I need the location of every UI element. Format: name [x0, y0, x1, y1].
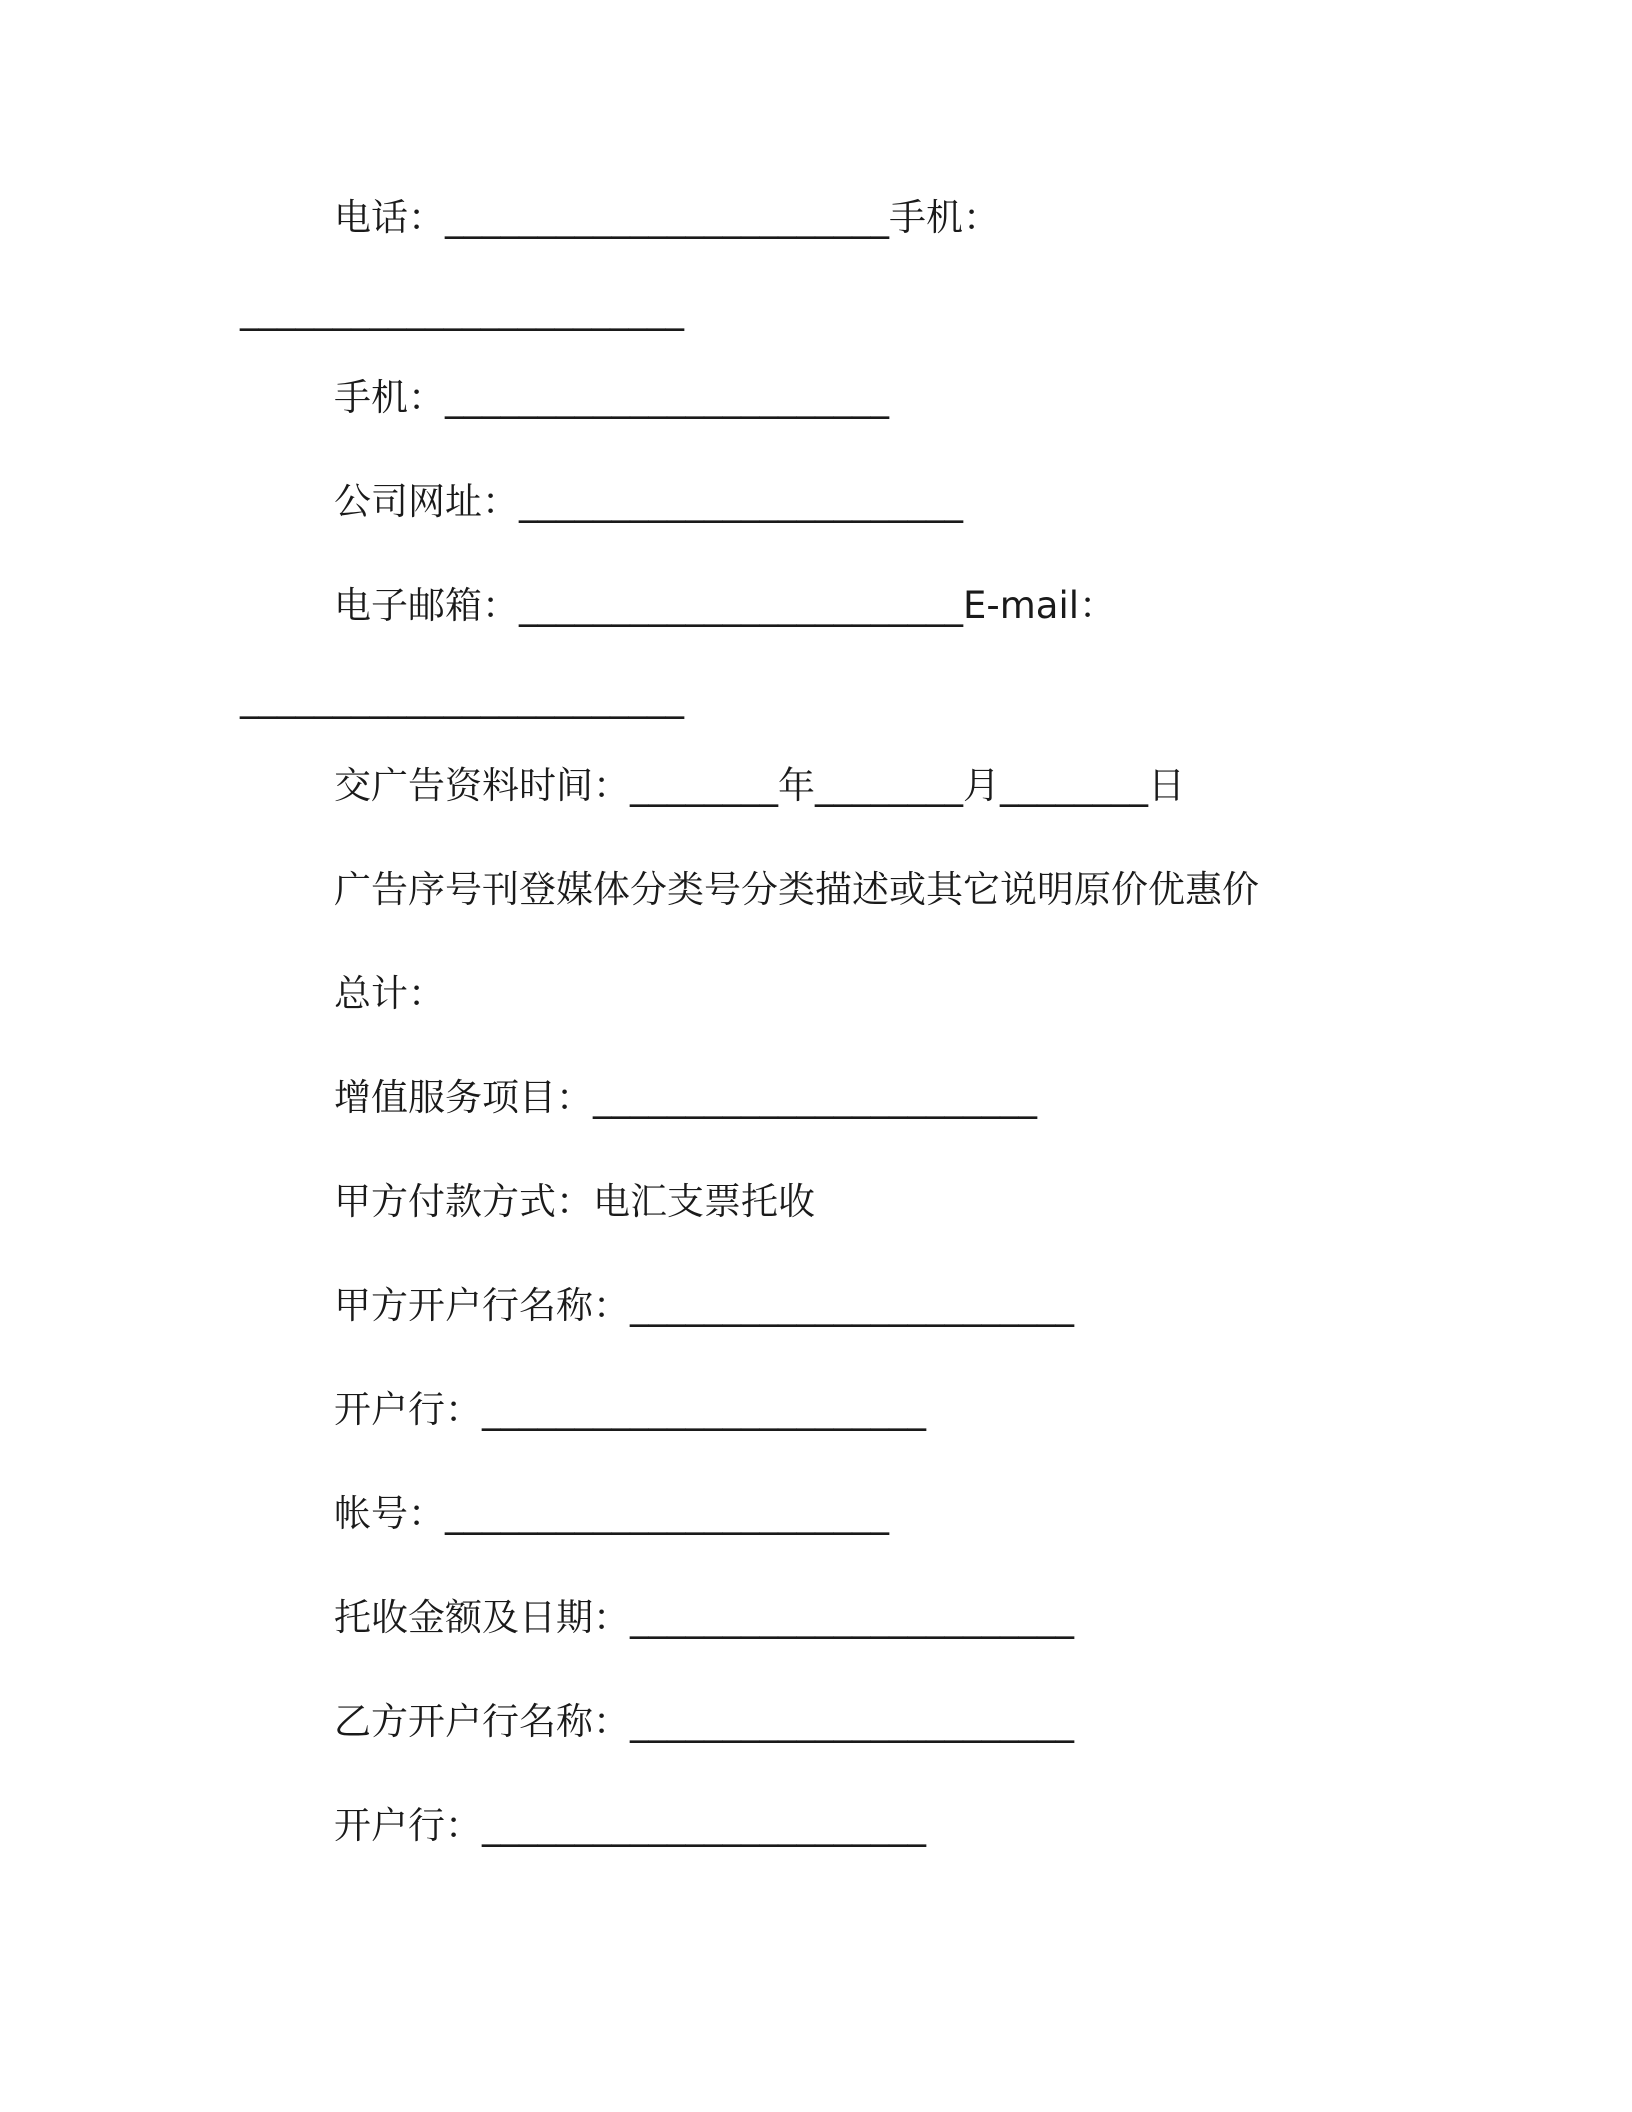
party-a-bank-line: 开户行：________________________ [334, 1388, 926, 1431]
material-delivery-date-line: 交广告资料时间：________年________月________日 [334, 764, 1185, 807]
party-b-bank-line: 开户行：________________________ [334, 1804, 926, 1847]
phone-mobile-line: 电话：________________________手机： [334, 196, 1000, 239]
total-line: 总计： [334, 972, 445, 1015]
account-number-line: 帐号：________________________ [334, 1492, 889, 1535]
company-website-line: 公司网址：________________________ [334, 480, 963, 523]
mobile-line: 手机：________________________ [334, 376, 889, 419]
collection-amount-date-line: 托收金额及日期：________________________ [334, 1596, 1074, 1639]
mobile-blank-continuation: ________________________ [240, 288, 684, 331]
party-a-payment-method-line: 甲方付款方式：电汇支票托收 [334, 1180, 815, 1223]
email-line: 电子邮箱：________________________E-mail： [334, 584, 1117, 627]
ad-table-header-line: 广告序号刊登媒体分类号分类描述或其它说明原价优惠价 [334, 868, 1259, 911]
party-b-bank-name-line: 乙方开户行名称：________________________ [334, 1700, 1074, 1743]
value-added-services-line: 增值服务项目：________________________ [334, 1076, 1037, 1119]
party-a-bank-name-line: 甲方开户行名称：________________________ [334, 1284, 1074, 1327]
email-blank-continuation: ________________________ [240, 676, 684, 719]
